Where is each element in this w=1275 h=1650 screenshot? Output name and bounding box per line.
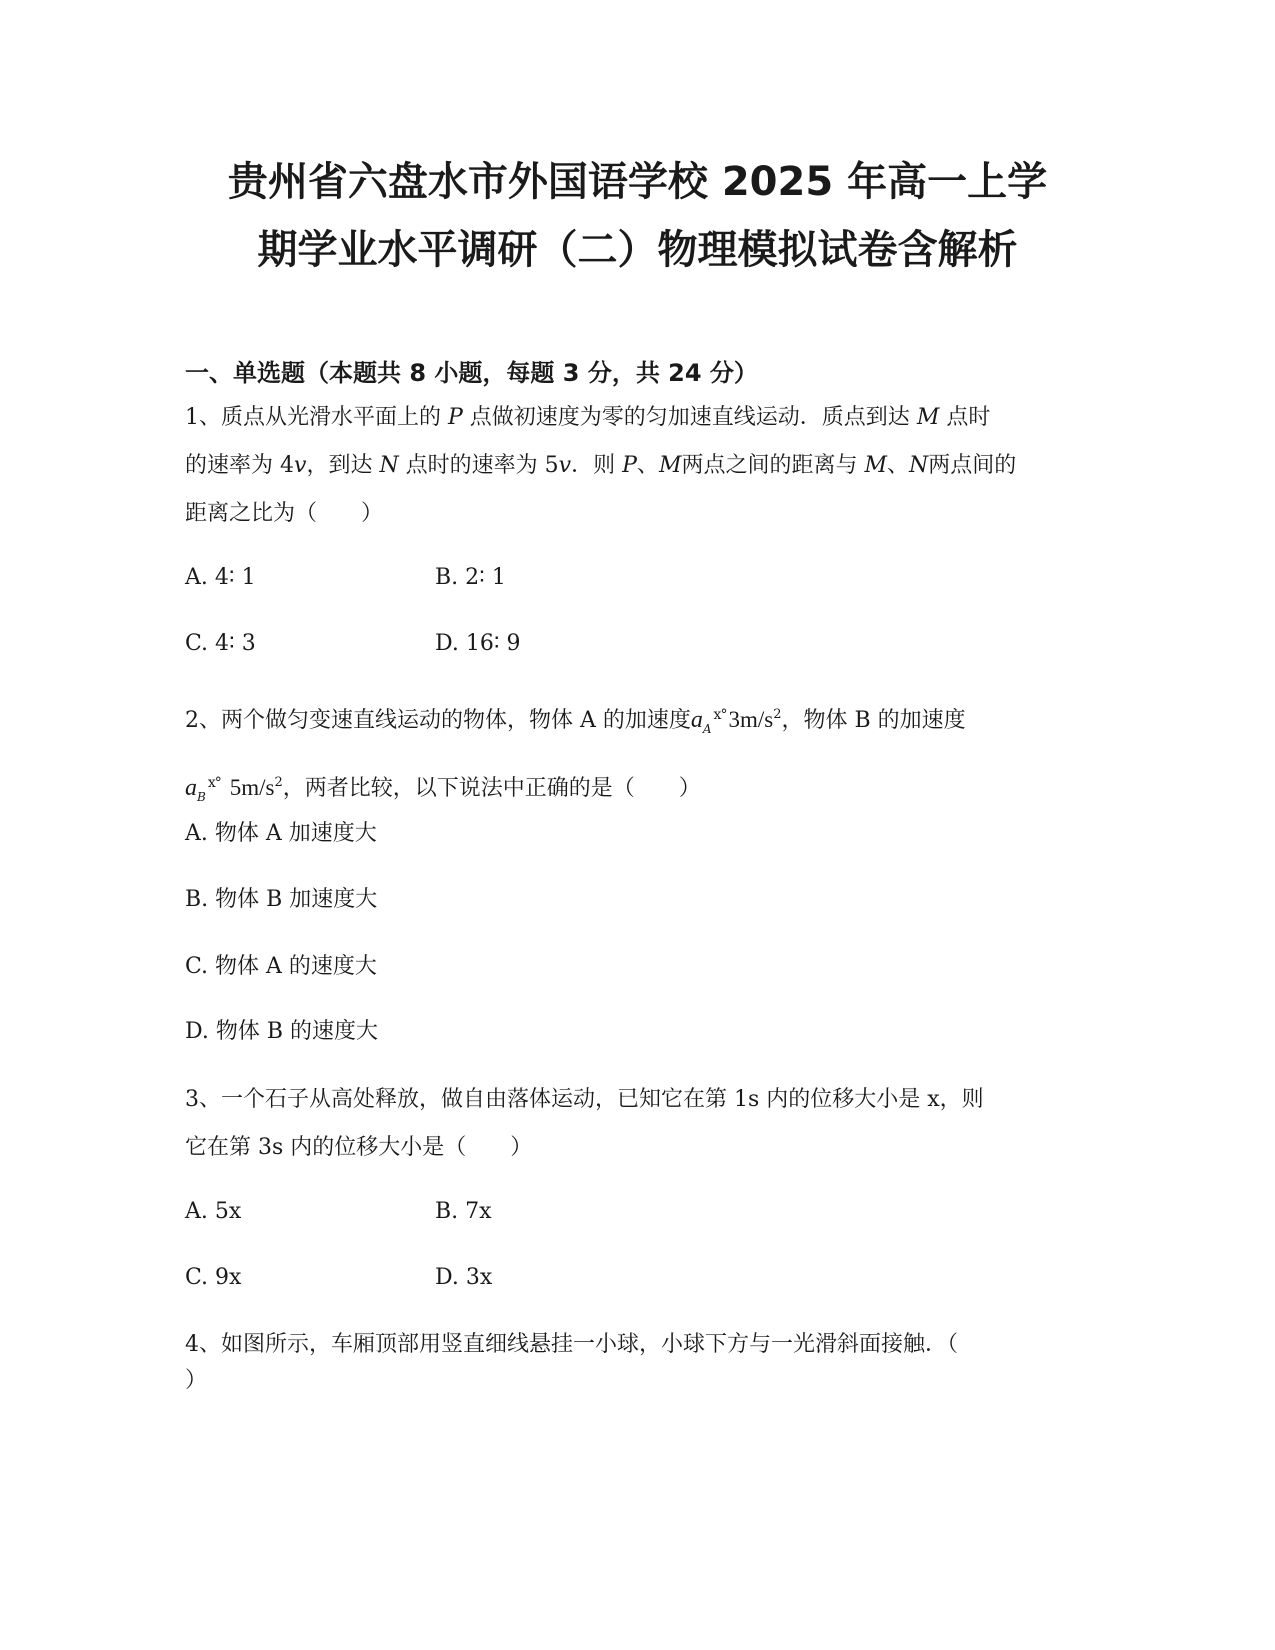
q3-option-b[interactable]: B. 7x (435, 1199, 492, 1224)
question-3-line-2: 它在第 3s 内的位移大小是（ ） (185, 1135, 533, 1160)
title-line-1: 贵州省六盘水市外国语学校 2025 年高一上学 (227, 159, 1048, 205)
var-m: M (916, 405, 940, 430)
q1-option-a[interactable]: A. 4∶ 1 (185, 565, 256, 590)
question-4-line-2: ） (185, 1368, 208, 1393)
question-4-line-1: 4、如图所示，车厢顶部用竖直细线悬挂一小球，小球下方与一光滑斜面接触．（ (185, 1332, 958, 1357)
question-1-line-1: 1、质点从光滑水平面上的 P 点做初速度为零的匀加速直线运动．质点到达 M 点时 (185, 405, 991, 430)
q2-option-a[interactable]: A. 物体 A 加速度大 (185, 821, 377, 846)
question-2-line-2: $a_B^{ⅹ^\circ}$ $5m/s^2$，两者比较，以下说法中正确的是（ ） (185, 775, 701, 804)
document-title (150, 148, 1125, 284)
question-1 (185, 394, 1085, 538)
q3-option-a[interactable]: A. 5x (185, 1199, 242, 1224)
accel-b-symbol: a (185, 775, 197, 801)
q2-option-d[interactable]: D. 物体 B 的速度大 (185, 1019, 378, 1044)
section-heading-single-choice: 一、单选题（本题共 8 小题，每题 3 分，共 24 分） (185, 359, 758, 387)
question-3 (185, 1076, 1085, 1172)
question-3-line-1: 3、一个石子从高处释放，做自由落体运动，已知它在第 1s 内的位移大小是 x，则 (185, 1087, 984, 1112)
q3-option-c[interactable]: C. 9x (185, 1265, 242, 1290)
q1-option-d[interactable]: D. 16∶ 9 (435, 631, 521, 656)
accel-a-symbol: a (690, 707, 703, 733)
q1-option-c[interactable]: C. 4∶ 3 (185, 631, 256, 656)
var-p: P (448, 405, 463, 430)
question-4 (185, 1321, 1085, 1393)
q2-option-c[interactable]: C. 物体 A 的速度大 (185, 954, 377, 979)
question-1-line-3: 距离之比为（ ） (185, 501, 384, 526)
question-1-line-2: 的速率为 4v，到达 N 点时的速率为 5v．则 P、M两点之间的距离与 M、N两点间的 (185, 453, 1017, 478)
q1-option-b[interactable]: B. 2∶ 1 (435, 565, 506, 590)
q3-option-d[interactable]: D. 3x (435, 1265, 493, 1290)
q2-option-b[interactable]: B. 物体 B 加速度大 (185, 887, 378, 912)
question-2-line-1: 2、两个做匀变速直线运动的物体，物体 A 的加速度$a_A^{ⅹ^\circ}3m/s^2$，物体 B 的加速度 (185, 707, 966, 736)
question-2 (185, 688, 1085, 824)
title-line-2: 期学业水平调研（二）物理模拟试卷含解析 (257, 227, 1018, 273)
